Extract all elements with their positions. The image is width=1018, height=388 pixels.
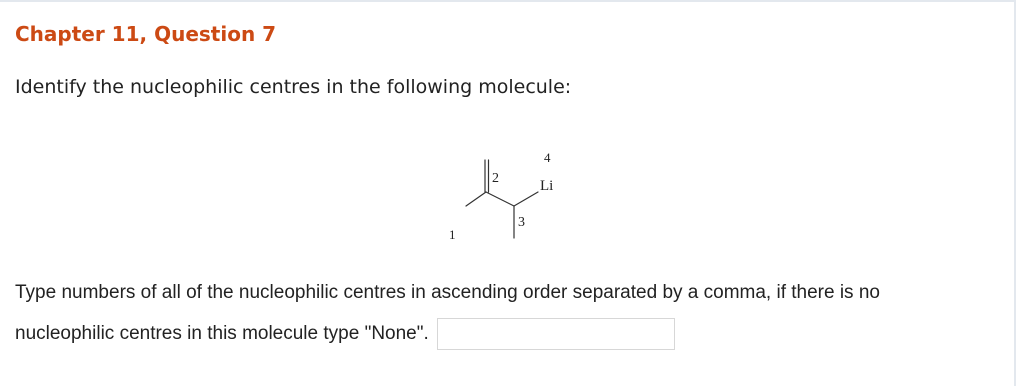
bond-c2-c3 (486, 192, 514, 206)
atom-label-1: 1 (449, 227, 456, 242)
answer-instructions-text: Type numbers of all of the nucleophilic centres in ascending order separated by a comma, if there is no nucleophilic centres in this molecule type "None". (15, 282, 880, 344)
question-title: Chapter 11, Question 7 (15, 22, 277, 46)
lithium-label: Li (540, 178, 554, 194)
question-prompt: Identify the nucleophilic centres in the following molecule: (15, 76, 572, 98)
bond-c3-li (514, 192, 538, 206)
bond-c1-c2 (466, 192, 486, 206)
atom-label-3: 3 (518, 215, 525, 230)
molecule-structure (440, 140, 580, 250)
answer-input[interactable] (437, 318, 675, 350)
atom-label-4: 4 (544, 150, 551, 165)
atom-label-2: 2 (492, 171, 499, 186)
answer-instructions (15, 272, 975, 354)
